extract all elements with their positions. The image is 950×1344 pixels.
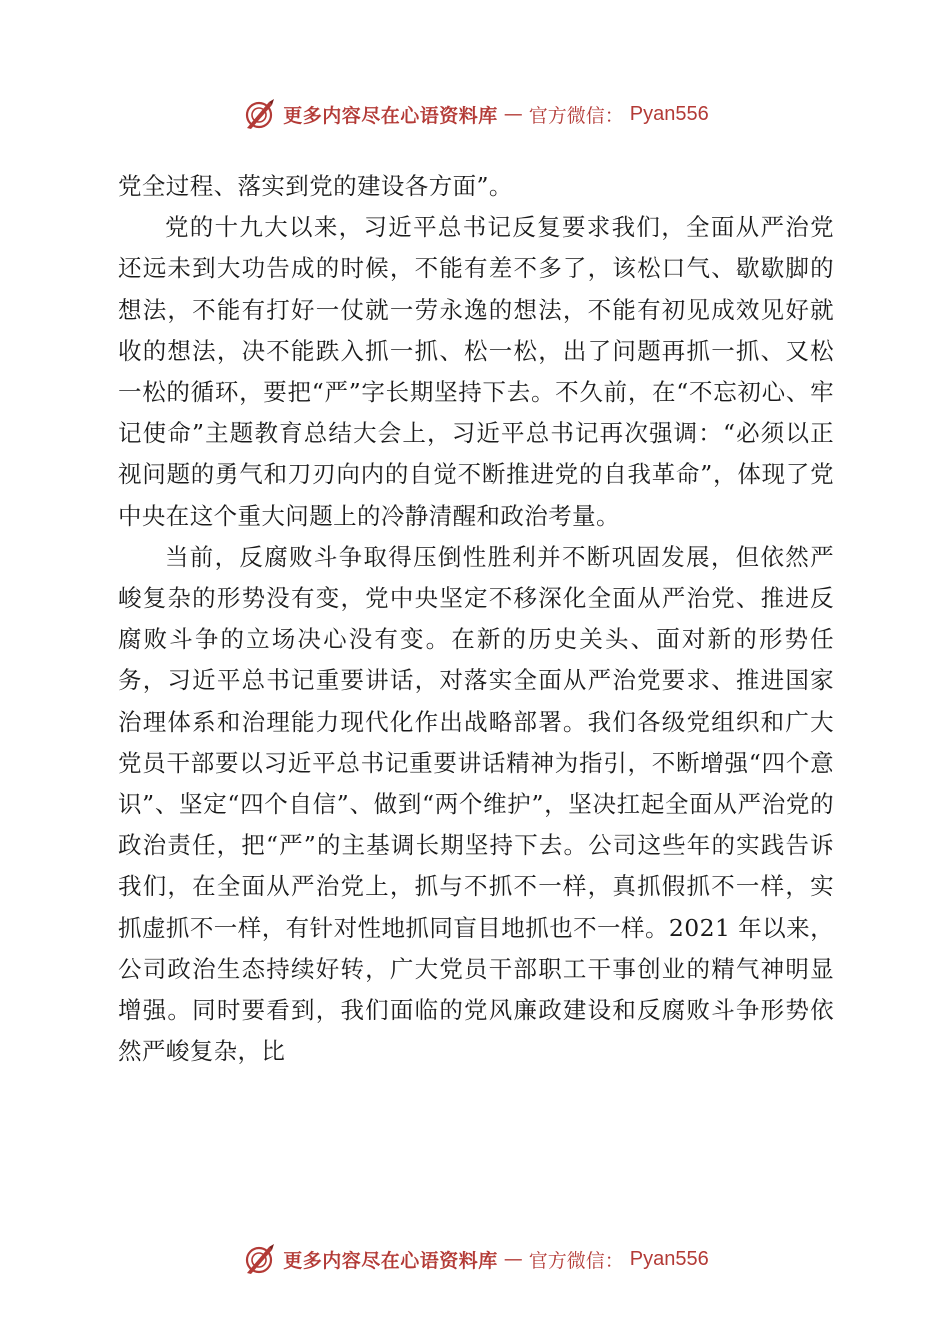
footer-banner — [0, 1237, 950, 1281]
header-banner — [0, 92, 950, 136]
paragraph-1: 党全过程、落实到党的建设各方面”。 — [118, 172, 513, 200]
header-brand-text: 更多内容尽在心语资料库 — [283, 104, 498, 127]
paragraph-2: 党的十九大以来，习近平总书记反复要求我们，全面从严治党还远未到大功告成的时候，不能有差不多了，该松口气、歇歇脚的想法，不能有打好一仗就一劳永逸的想法，不能有初见成效见好就收的想法，决不能跌入抓一抓、松一松，出了问题再抓一抓、又松一松的循环，要把“严”字长期坚持下去。不久前，在“不忘初心、牢记使命”主题教育总结大会上，习近平总书记再次强调：“必须以正视问题的勇气和刀刃向内的自觉不断推进党的自我革命”，体现了党中央在这个重大问题上的冷静清醒和政治考量。 — [118, 213, 834, 530]
header-wechat-id: Pyan556 — [629, 102, 709, 125]
quill-pen-icon — [241, 1241, 277, 1277]
footer-brand-text: 更多内容尽在心语资料库 — [283, 1249, 498, 1272]
header-separator: — — [503, 103, 523, 125]
footer-wechat-label: 官方微信： — [528, 1249, 624, 1272]
footer-separator: — — [503, 1248, 523, 1270]
document-body — [118, 166, 834, 1072]
footer-wechat-id: Pyan556 — [629, 1247, 709, 1270]
paragraph-3: 当前，反腐败斗争取得压倒性胜利并不断巩固发展，但依然严峻复杂的形势没有变，党中央坚定不移深化全面从严治党、推进反腐败斗争的立场决心没有变。在新的历史关头、面对新的形势任务，习近平总书记重要讲话，对落实全面从严治党要求、推进国家治理体系和治理能力现代化作出战略部署。我们各级党组织和广大党员干部要以习近平总书记重要讲话精神为指引，不断增强“四个意识”、坚定“四个自信”、做到“两个维护”，坚决扛起全面从严治党的政治责任，把“严”的主基调长期坚持下去。公司这些年的实践告诉我们，在全面从严治党上，抓与不抓不一样，真抓假抓不一样，实抓虚抓不一样，有针对性地抓同盲目地抓也不一样。2021 年以来，公司政治生态持续好转，广大党员干部职工干事创业的精气神明显增强。同时要看到，我们面临的党风廉政建设和反腐败斗争形势依然严峻复杂，比 — [118, 542, 834, 1066]
header-wechat-label: 官方微信： — [528, 104, 624, 127]
quill-pen-icon — [241, 96, 277, 132]
